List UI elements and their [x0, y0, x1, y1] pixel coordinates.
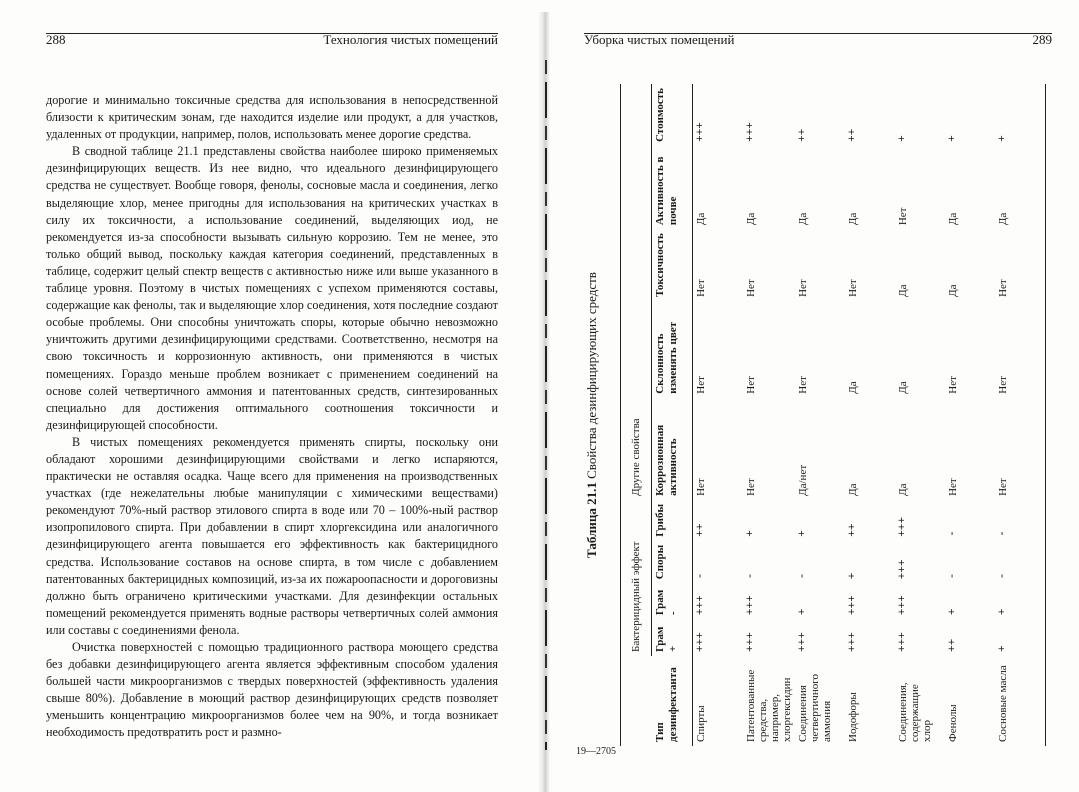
- cell-cost: ++: [797, 128, 809, 142]
- left-page-number: 288: [46, 32, 66, 47]
- row-name: Фенолы: [947, 704, 959, 742]
- col-header-spores: Споры: [652, 541, 693, 584]
- col-header-discoloration: Склонность изменять цвет: [652, 301, 693, 398]
- cell-spores: -: [947, 572, 959, 580]
- cell-toxicity: Нет: [847, 279, 859, 297]
- table-caption-number: Таблица 21.1: [584, 482, 599, 558]
- paragraph-2: В сводной таблице 21.1 представлены свойства наиболее широко применяемых дезинфицирующих веществ. Из нее видно, что идеального дезинфицирующего средства не существует. Вообще говоря, фенолы, сосновые масла и соединения, легко выделяющие хлор, менее пригодны для использования на критических участках в силу их токсичности, а использование соединений, выделяющих иод, не рекомендуется из-за способности вызывать сильную коррозию. Тем не менее, это только общий вывод, поскольку каждая категория соединений, представленных в таблице, содержит целый спектр веществ с активностью ниже или выше указанного в таблице уровня. Поэтому в чистых помещениях с успехом применяются составы, содержащие как фенолы, так и выделяющие хлор соединения, хотя последние создают особые проблемы. Они способны уничтожать споры, которые обычно невозможно уничтожить другими дезинфицирующими средствами. Соответственно, несмотря на свою токсичность и коррозионную активность, они применяются в чистых помещениях. Гораздо меньше проблем возникает с применением соединений на основе солей четвертичного аммония и патентованных средств, синтезированных специально для достижения оптимального соотношения токсичности и дезинфицирующей способности.: [46, 144, 498, 432]
- cell-gram-positive: ++: [947, 638, 959, 652]
- cell-gram-positive: +++: [897, 632, 909, 652]
- cell-discoloration: Нет: [947, 376, 959, 394]
- cell-spores: +++: [897, 559, 909, 580]
- table-row: [945, 84, 995, 746]
- cell-cost: ++: [847, 128, 859, 142]
- cell-gram-positive: +++: [847, 632, 859, 652]
- cell-corrosion: Нет: [745, 478, 757, 496]
- cell-soil-activity: Да: [995, 146, 1046, 229]
- paragraph-4: Очистка поверхностей с помощью традиционного раствора моющего средства без добавки дезинфицирующего агента является эффективным способом удаления большей части микроорганизмов с твердых поверхностей (эффективность удаления свыше 80%). Добавление в моющий раствор дезинфицирующих средств позволяет уменьшить концентрацию микроорганизмов более чем на 90%, и тогда возникает необходимость предотвратить рост и размно-: [46, 640, 498, 740]
- cell-corrosion: Нет: [995, 398, 1046, 500]
- cell-toxicity: Да: [897, 284, 909, 297]
- table-row: [895, 84, 945, 746]
- row-name: Иодофоры: [847, 692, 859, 742]
- cell-spores: -: [745, 572, 757, 580]
- cell-toxicity: Да: [947, 284, 959, 297]
- left-running-title: Технология чистых помещений: [323, 32, 498, 47]
- table-row: [845, 84, 895, 746]
- table-header-row: [652, 84, 693, 746]
- table-row: [795, 84, 845, 746]
- cell-discoloration: Нет: [745, 376, 757, 394]
- right-page: [548, 0, 1079, 792]
- cell-spores: -: [797, 572, 809, 580]
- cell-soil-activity: Да: [695, 212, 707, 226]
- col-header-corrosion: Коррозионная активность: [652, 398, 693, 500]
- row-name: Патентованные средства, например, хлоргексидин: [745, 669, 793, 742]
- cell-gram-positive: +++: [695, 632, 707, 652]
- paragraph-1: дорогие и минимально токсичные средства для использования в непосредственной близости к критическим зонам, где находится изделие или продукт, а для участков, удаленных от продукции, например, полов, использовать менее дорогие средства.: [46, 93, 498, 142]
- cell-soil-activity: Да: [745, 212, 757, 226]
- paragraph-3: В чистых помещениях рекомендуется применять спирты, поскольку они обладают хорошими дезинфицирующими свойствами и легко испаряются, практически не оставляя осадка. Чаще всего для применения на производственных участках (где нежелательны любые манипуляции с химическими веществами) рекомендуют 70%-ный раствор этилового спирта в воде или 70 – 100%-ный раствор изопропилового спирта. При добавлении в спирт хлоргексидина или аналогичного дезинфицирующего агента повышается его эффективность как бактерицидного средства. Использование составов на основе спирта, в том числе с добавлением патентованных бактерицидных композиций, из-за их пожароопасности и дороговизны должно быть ограничено критическими участками. Для дезинфекции остальных помещений рекомендуется применять водные растворы четвертичных солей аммония или составы с соединениями фенола.: [46, 434, 498, 637]
- table-caption: [584, 84, 608, 746]
- cell-spores: -: [995, 541, 1046, 584]
- cell-gram-positive: +++: [797, 632, 809, 652]
- col-header-fungi: Грибы: [652, 500, 693, 541]
- col-header-cost: Стоимость: [652, 84, 693, 146]
- cell-fungi: +++: [897, 516, 909, 537]
- cell-toxicity: Нет: [995, 229, 1046, 301]
- row-name: Соединения, содержащие хлор: [897, 682, 933, 742]
- cell-fungi: +: [745, 530, 757, 537]
- cell-soil-activity: Нет: [897, 207, 909, 226]
- right-page-number: 289: [1032, 32, 1052, 47]
- disinfectant-properties-table: [620, 84, 1046, 746]
- cell-cost: +: [947, 135, 959, 142]
- cell-toxicity: Нет: [797, 279, 809, 297]
- cell-toxicity: Нет: [695, 279, 707, 297]
- cell-gram-negative: +: [797, 608, 809, 616]
- cell-cost: +++: [695, 122, 707, 142]
- cell-fungi: +: [797, 530, 809, 537]
- signature-code: 19—2705: [576, 746, 616, 757]
- table-row: [743, 84, 795, 746]
- cell-discoloration: Да: [897, 381, 909, 394]
- group-other-properties: Другие свойства: [621, 84, 652, 500]
- cell-cost: +: [995, 84, 1046, 146]
- rotated-table: [584, 84, 1050, 746]
- cell-discoloration: Нет: [797, 376, 809, 394]
- left-body-text: [46, 92, 498, 742]
- cell-fungi: -: [995, 500, 1046, 541]
- col-header-type: Тип дезинфектанта: [652, 656, 693, 746]
- cell-fungi: ++: [695, 523, 707, 537]
- cell-soil-activity: Да: [847, 212, 859, 226]
- cell-fungi: -: [947, 530, 959, 537]
- cell-corrosion: Да: [847, 483, 859, 496]
- cell-gram-negative: +: [947, 608, 959, 616]
- cell-gram-positive: +++: [745, 632, 757, 652]
- cell-gram-negative: +++: [745, 595, 757, 616]
- cell-fungi: ++: [847, 523, 859, 537]
- cell-cost: +++: [745, 122, 757, 142]
- col-header-gram-positive: Грам +: [652, 619, 693, 656]
- cell-gram-negative: +++: [695, 595, 707, 616]
- right-running-head: [584, 32, 1052, 47]
- row-name: Спирты: [695, 705, 707, 742]
- cell-corrosion: Да: [897, 483, 909, 496]
- cell-gram-negative: +++: [847, 595, 859, 616]
- table-body: [693, 84, 1046, 746]
- cell-discoloration: Да: [847, 381, 859, 394]
- right-running-title: Уборка чистых помещений: [584, 32, 735, 47]
- table-group-header-row: [621, 84, 652, 746]
- cell-soil-activity: Да: [947, 212, 959, 226]
- table-row: [995, 84, 1046, 746]
- row-name: Соединения четвертичного аммония: [797, 674, 833, 742]
- cell-discoloration: Нет: [995, 301, 1046, 398]
- table-caption-title: Свойства дезинфицирующих средств: [584, 272, 599, 483]
- cell-gram-negative: +: [995, 583, 1046, 619]
- cell-toxicity: Нет: [745, 279, 757, 297]
- col-header-soil-activity: Активность в почве: [652, 146, 693, 229]
- cell-gram-negative: +++: [897, 595, 909, 616]
- table-row: [693, 84, 744, 746]
- cell-cost: +: [897, 135, 909, 142]
- col-header-toxicity: Токсичность: [652, 229, 693, 301]
- cell-discoloration: Нет: [695, 376, 707, 394]
- cell-gram-positive: +: [995, 619, 1046, 656]
- group-bactericidal: Бактерицидный эффект: [621, 500, 652, 656]
- cell-corrosion: Нет: [695, 478, 707, 496]
- left-running-head: [46, 32, 498, 47]
- gutter-shadow: [545, 60, 547, 750]
- cell-soil-activity: Да: [797, 212, 809, 226]
- cell-spores: -: [695, 572, 707, 580]
- col-header-gram-negative: Грам -: [652, 583, 693, 619]
- cell-corrosion: Да/нет: [797, 464, 809, 496]
- cell-corrosion: Нет: [947, 478, 959, 496]
- row-name: Сосновые масла: [995, 656, 1046, 746]
- cell-spores: +: [847, 572, 859, 580]
